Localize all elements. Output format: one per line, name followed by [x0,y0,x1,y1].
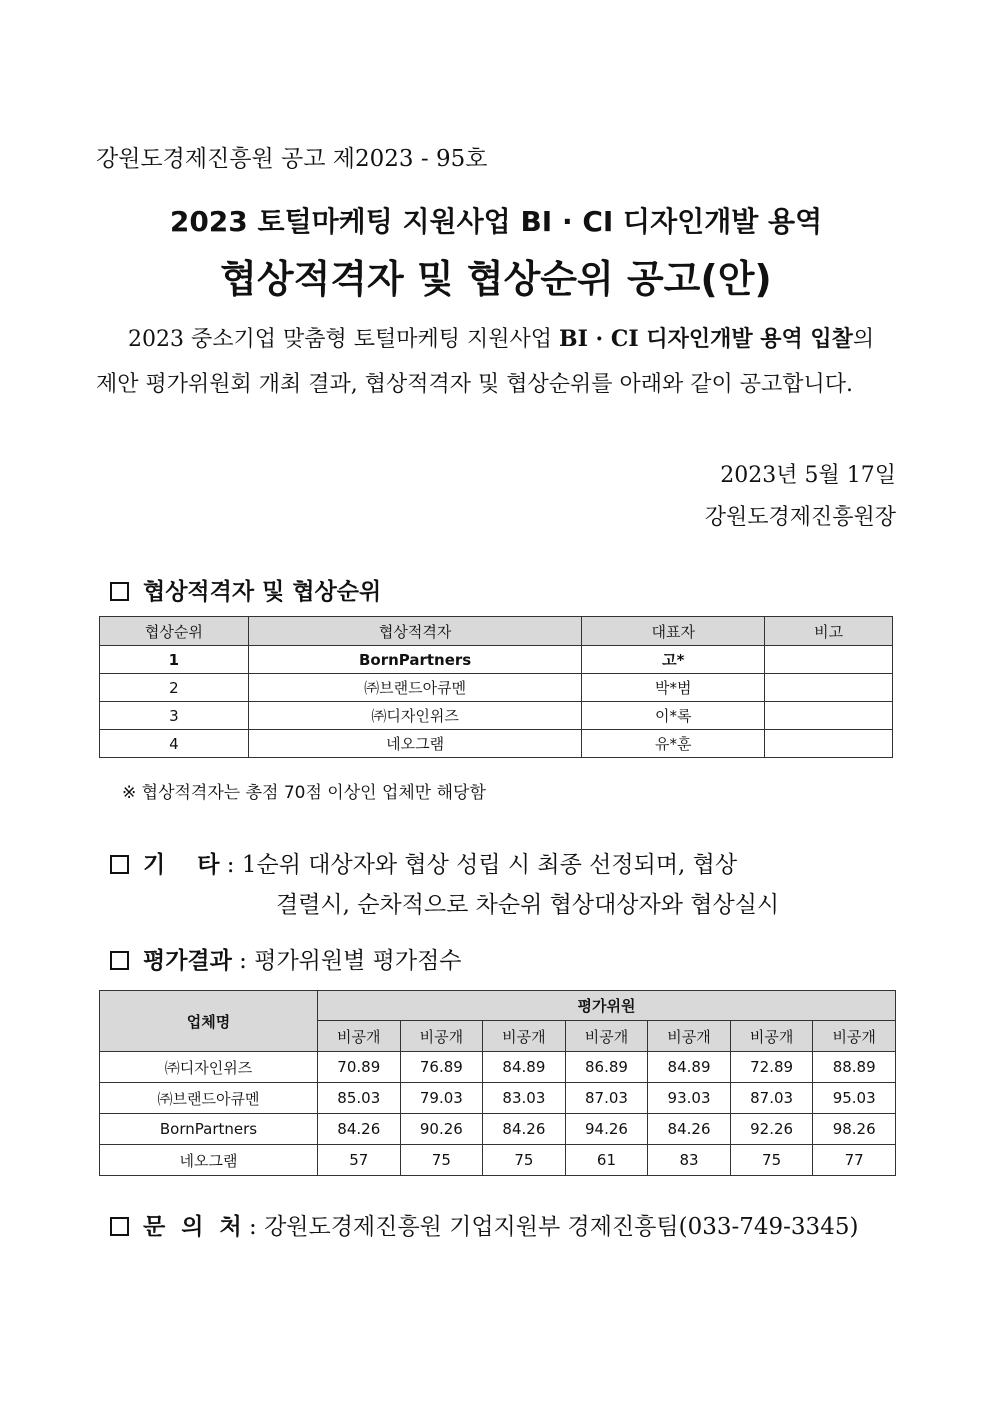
note-cell [765,702,893,730]
col-rank: 협상순위 [100,617,249,646]
col-rep: 대표자 [582,617,765,646]
score-cell: 93.03 [648,1083,731,1114]
rank-cell: 2 [100,674,249,702]
col-company: 협상적격자 [248,617,582,646]
section-scores [110,942,462,975]
score-cell: 83.03 [483,1083,566,1114]
note-cell [765,730,893,758]
evaluator-header: 비공개 [565,1021,648,1052]
checkbox-square-icon [110,951,129,970]
table-row [100,702,893,730]
section-rank-heading [110,573,381,606]
title-line-1: 2023 토털마케팅 지원사업 BI · CI 디자인개발 용역 [169,205,823,238]
score-cell: 87.03 [730,1083,813,1114]
evaluator-header: 비공개 [483,1021,566,1052]
evaluator-header: 비공개 [400,1021,483,1052]
section-scores-text: 평가위원별 평가점수 [254,948,462,974]
score-cell: 84.26 [648,1114,731,1145]
score-cell: 84.26 [483,1114,566,1145]
evaluator-header: 비공개 [730,1021,813,1052]
score-cell: 95.03 [813,1083,896,1114]
score-cell: 75 [400,1145,483,1176]
score-cell: 77 [813,1145,896,1176]
evaluator-header: 비공개 [813,1021,896,1052]
score-cell: 92.26 [730,1114,813,1145]
section-etc [110,846,737,879]
company-cell: 네오그램 [248,730,582,758]
table-row [100,1052,896,1083]
table-row [100,1145,896,1176]
company-cell: ㈜디자인위즈 [248,702,582,730]
score-cell: 88.89 [813,1052,896,1083]
rank-cell: 1 [100,646,249,674]
section-etc-line1: 1순위 대상자와 협상 성립 시 최종 선정되며, 협상 [241,852,738,878]
table-row [100,1114,896,1145]
section-scores-sep: : [231,948,255,974]
intro-post: 의 [852,327,875,352]
score-cell: 72.89 [730,1052,813,1083]
note-cell [765,646,893,674]
evaluator-header: 비공개 [318,1021,401,1052]
score-cell: 90.26 [400,1114,483,1145]
score-cell: 61 [565,1145,648,1176]
section-scores-label: 평가결과 [143,947,232,974]
checkbox-square-icon [110,582,129,601]
section-rank-title: 협상적격자 및 협상순위 [143,578,382,605]
score-cell: 94.26 [565,1114,648,1145]
title-line-2: 협상적격자 및 협상순위 공고(안) [220,257,772,301]
company-cell: ㈜디자인위즈 [100,1052,318,1083]
rep-cell: 박*범 [582,674,765,702]
intro-bold: BI · CI 디자인개발 용역 입찰 [559,326,853,352]
section-contact-text: 강원도경제진흥원 기업지원부 경제진흥팀(033-749-3345) [264,1214,859,1240]
score-cell: 57 [318,1145,401,1176]
evaluator-header: 비공개 [648,1021,731,1052]
score-table [99,990,896,1176]
rank-cell: 4 [100,730,249,758]
section-contact-label: 문 의 처 [143,1213,242,1240]
rep-cell: 유*훈 [582,730,765,758]
col-evaluators-group: 평가위원 [318,991,896,1021]
score-cell: 84.26 [318,1114,401,1145]
company-cell: BornPartners [248,646,582,674]
col-company-name: 업체명 [100,991,318,1052]
rank-footnote: ※ 협상적격자는 총점 70점 이상인 업체만 해당함 [122,783,486,803]
score-cell: 70.89 [318,1052,401,1083]
table-row [100,730,893,758]
score-cell: 75 [483,1145,566,1176]
company-cell: BornPartners [100,1114,318,1145]
table-row [100,1083,896,1114]
rank-table-header [100,617,893,646]
score-cell: 76.89 [400,1052,483,1083]
score-cell: 83 [648,1145,731,1176]
intro-pre: 2023 중소기업 맞춤형 토털마케팅 지원사업 [128,327,559,352]
score-cell: 98.26 [813,1114,896,1145]
score-cell: 86.89 [565,1052,648,1083]
section-contact-sep: : [241,1214,265,1240]
intro-line-1 [128,322,874,353]
table-row [100,646,893,674]
col-note: 비고 [765,617,893,646]
score-cell: 75 [730,1145,813,1176]
announcement-date: 2023년 5월 17일 [720,463,896,488]
issuer: 강원도경제진흥원장 [704,505,896,530]
company-cell: 네오그램 [100,1145,318,1176]
score-cell: 84.89 [483,1052,566,1083]
score-cell: 85.03 [318,1083,401,1114]
rep-cell: 고* [582,646,765,674]
table-row [100,674,893,702]
section-etc-label: 기 타 [143,851,220,878]
checkbox-square-icon [110,1217,129,1236]
rep-cell: 이*록 [582,702,765,730]
company-cell: ㈜브랜드아큐멘 [248,674,582,702]
section-contact [110,1208,858,1241]
rank-table [99,616,893,758]
note-cell [765,674,893,702]
rank-cell: 3 [100,702,249,730]
score-table-header-group [100,991,896,1021]
section-etc-line2: 결렬시, 순차적으로 차순위 협상대상자와 협상실시 [276,892,780,918]
notice-number: 강원도경제진흥원 공고 제2023 - 95호 [96,146,488,172]
score-cell: 79.03 [400,1083,483,1114]
intro-line-2: 제안 평가위원회 개최 결과, 협상적격자 및 협상순위를 아래와 같이 공고합니다. [96,372,853,397]
score-cell: 87.03 [565,1083,648,1114]
company-cell: ㈜브랜드아큐멘 [100,1083,318,1114]
score-cell: 84.89 [648,1052,731,1083]
checkbox-square-icon [110,855,129,874]
section-etc-sep: : [219,852,242,878]
